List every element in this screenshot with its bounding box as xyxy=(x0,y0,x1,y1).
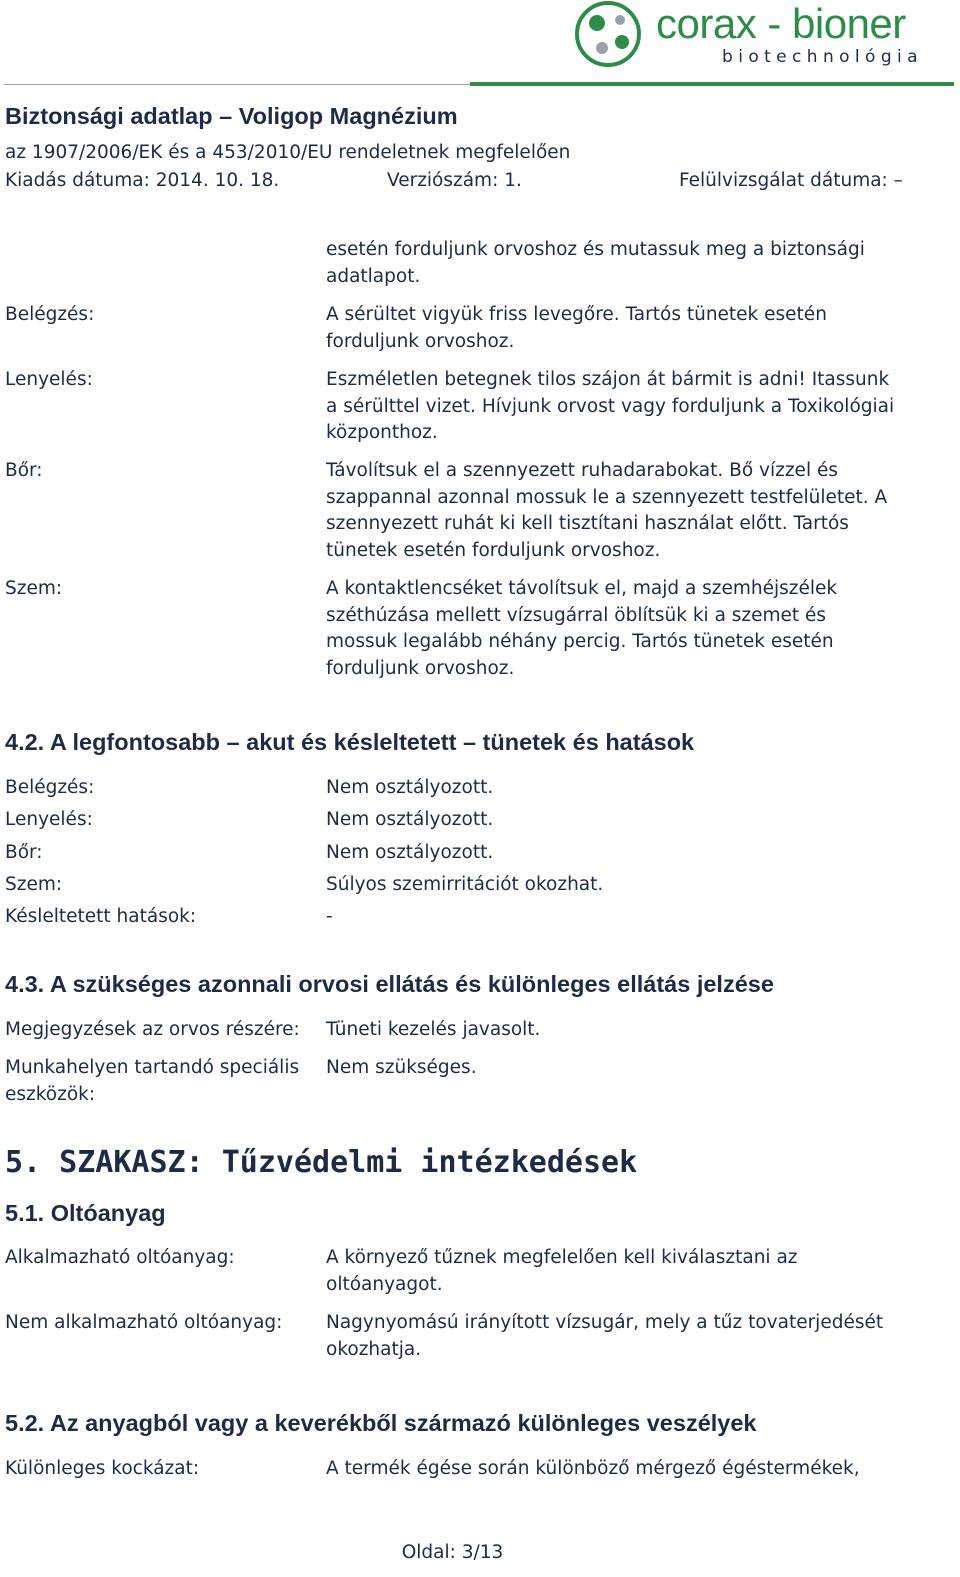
first-aid-label-inhalation: Belégzés: xyxy=(5,304,95,325)
symptom-text-delayed: - xyxy=(326,906,333,927)
revision-date: Felülvizsgálat dátuma: – xyxy=(679,170,903,191)
issue-date: Kiadás dátuma: 2014. 10. 18. xyxy=(5,170,280,191)
symptom-text-inhalation: Nem osztályozott. xyxy=(326,777,494,798)
first-aid-text-ingestion: Eszméletlen betegnek tilos szájon át bármit is adni! Itassunk a sérülttel vizet. Hívjunk orvost vagy forduljunk a Toxikológiai központhoz. xyxy=(326,369,895,443)
first-aid-text-inhalation: A sérültet vigyük friss levegőre. Tartós tünetek esetén forduljunk orvoshoz. xyxy=(326,304,827,352)
first-aid-continuation: esetén forduljunk orvoshoz és mutassuk meg a biztonsági adatlapot. xyxy=(326,239,865,287)
page-number: Oldal: 3/13 xyxy=(401,1542,504,1563)
document-title: Biztonsági adatlap – Voligop Magnézium xyxy=(5,103,458,129)
extinguisher-label-unsuitable: Nem alkalmazható oltóanyag: xyxy=(5,1312,283,1333)
section-4-2-heading: 4.2. A legfontosabb – akut és késleltetett – tünetek és hatások xyxy=(5,729,695,755)
logo-wordmark: corax - bioner xyxy=(656,0,906,47)
section-5-heading: 5. SZAKASZ: Tűzvédelmi intézkedések xyxy=(5,1145,638,1180)
section-5-1-heading: 5.1. Oltóanyag xyxy=(5,1200,166,1226)
first-aid-label-skin: Bőr: xyxy=(5,460,43,481)
regulation-line: az 1907/2006/EK és a 453/2010/EU rendeletnek megfelelően xyxy=(5,142,571,163)
medical-text-notes: Tüneti kezelés javasolt. xyxy=(326,1019,541,1040)
extinguisher-text-suitable: A környező tűznek megfelelően kell kiválasztani az oltóanyagot. xyxy=(326,1247,798,1295)
first-aid-label-ingestion: Lenyelés: xyxy=(5,369,93,390)
logo-tagline: biotechnológia xyxy=(722,47,923,67)
symptom-text-eye: Súlyos szemirritációt okozhat. xyxy=(326,874,604,895)
symptom-text-ingestion: Nem osztályozott. xyxy=(326,809,494,830)
symptom-label-ingestion: Lenyelés: xyxy=(5,809,93,830)
hazard-text-special-risk: A termék égése során különböző mérgező égéstermékek, xyxy=(326,1458,860,1479)
symptom-label-delayed: Késleltetett hatások: xyxy=(5,906,197,927)
symptom-label-skin: Bőr: xyxy=(5,842,43,863)
section-4-3-heading: 4.3. A szükséges azonnali orvosi ellátás és különleges ellátás jelzése xyxy=(5,971,774,997)
medical-text-equipment: Nem szükséges. xyxy=(326,1057,477,1078)
medical-label-equipment: Munkahelyen tartandó speciális eszközök: xyxy=(5,1057,300,1105)
section-5-2-heading: 5.2. Az anyagból vagy a keverékből származó különleges veszélyek xyxy=(5,1410,757,1436)
hazard-label-special-risk: Különleges kockázat: xyxy=(5,1458,200,1479)
symptom-label-inhalation: Belégzés: xyxy=(5,777,95,798)
extinguisher-text-unsuitable: Nagynyomású irányított vízsugár, mely a tűz tovaterjedését okozhatja. xyxy=(326,1312,884,1360)
first-aid-text-eye: A kontaktlencséket távolítsuk el, majd a szemhéjszélek széthúzása mellett vízsugárral öblítsük ki a szemet és mossuk legalább néhány percig. Tartós tünetek esetén forduljunk orvoshoz. xyxy=(326,578,838,679)
first-aid-text-skin: Távolítsuk el a szennyezett ruhadarabokat. Bő vízzel és szappannal azonnal mossuk le a szennyezett testfelületet. A szennyezett ruhát ki kell tisztítani használat előtt. Tartós tünetek esetén forduljunk orvoshoz. xyxy=(326,460,888,561)
version-number: Verziószám: 1. xyxy=(387,170,522,191)
first-aid-label-eye: Szem: xyxy=(5,578,63,599)
medical-label-notes: Megjegyzések az orvos részére: xyxy=(5,1019,300,1040)
extinguisher-label-suitable: Alkalmazható oltóanyag: xyxy=(5,1247,235,1268)
header-divider xyxy=(4,84,470,85)
symptom-label-eye: Szem: xyxy=(5,874,63,895)
header-accent-bar xyxy=(470,82,954,86)
symptom-text-skin: Nem osztályozott. xyxy=(326,842,494,863)
